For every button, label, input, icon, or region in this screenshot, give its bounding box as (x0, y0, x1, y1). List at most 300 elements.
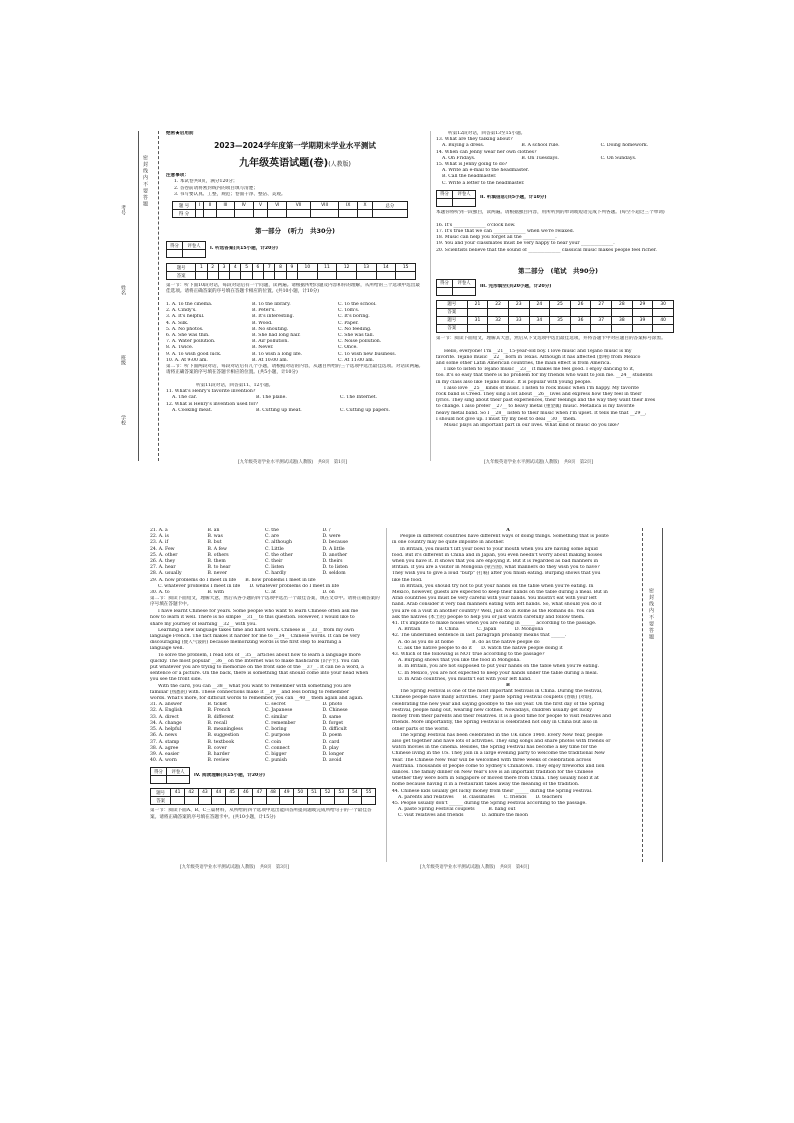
question-line: C. ask the native people to do it D. watch the native people doing it (398, 645, 563, 651)
question-15: 15. What is Jenny going to do? (436, 162, 508, 168)
answer-header-cell: 7 (264, 264, 275, 272)
passage-line: you see the front side. (150, 677, 202, 683)
question-15-option-b: B. Call the headmaster. (442, 174, 497, 180)
cloze-options-21-28 (150, 528, 380, 578)
answer-header-cell: 9 (286, 264, 297, 272)
question-15-option-a: A. Write an e-mail to the headmaster. (442, 168, 529, 174)
question-13: 13. What are they talking about? (436, 137, 513, 143)
option: D. poem (322, 733, 342, 739)
option: D. same (322, 714, 342, 720)
section-3-header (436, 279, 680, 296)
section-4-header (150, 767, 380, 784)
option: 31. A. answer (150, 702, 182, 708)
option: D. forget (322, 720, 344, 726)
scorer-cell[interactable] (437, 287, 453, 295)
answer-header-cell: 24 (529, 300, 550, 308)
answer-header-cell: 4 (230, 264, 241, 272)
answer-cell[interactable] (207, 272, 218, 280)
option: C. listen (265, 565, 285, 571)
option: A. On Fridays. (442, 155, 476, 161)
option: B. No shouting. (252, 326, 289, 332)
answer-cell[interactable] (196, 272, 207, 280)
column-divider (430, 131, 431, 461)
answer-cell[interactable] (356, 272, 376, 280)
question-line: 42. The underlined sentence in last paragraph probably means that ______. (392, 633, 567, 639)
answer-header-cell: 13 (356, 264, 376, 272)
option: D. difficult (322, 727, 347, 733)
answer-header-cell: 5 (241, 264, 252, 272)
answer-label: 答案 (437, 308, 468, 316)
answer-header-cell: 48 (266, 789, 280, 797)
answer-grid-41-55 (150, 788, 376, 805)
passage-line: you are on a visit in another country? Well, Just do in Rome as the Romans do. You can (392, 608, 595, 614)
answer-header-cell: 55 (362, 789, 376, 797)
section-2-fill-directions: 本题你将听到一段独白，读两遍。请根据独白内容，用所听到的单词或短语完成下列各题。(每空不超过三个单词) (436, 209, 665, 215)
cloze-2-directions: 第二节：阅读下面短文，理解大意，然后从各小题的四个选项中选出一个最佳答案，填在文章中。请将正确答案的序号填在答题卡中。 (150, 596, 380, 608)
answer-cell[interactable] (212, 797, 226, 805)
scorer-label: 得分 (437, 279, 453, 287)
question-line: D. In Arab countries, you mustn't eat with your left hand. (398, 676, 532, 682)
passage-line: to change. I also prefer __27__ to heavy metal (重金属) music. Metallica is my favorite (436, 404, 635, 410)
scorer-cell[interactable] (151, 776, 167, 784)
passage-line: money from their parents and their relatives. It is a good time for people to visit relatives and (392, 714, 611, 720)
answer-cell[interactable] (218, 272, 229, 280)
option: 21. A. a (150, 528, 168, 533)
option: 27. A. hear (150, 565, 176, 571)
score-cell[interactable] (253, 210, 267, 218)
option: 39. A. easier (150, 751, 180, 757)
answer-header-cell: 52 (321, 789, 335, 797)
scorer-cell[interactable] (437, 198, 453, 206)
part-2-heading: 第二部分 (笔试 共90分) (518, 266, 598, 275)
score-cell[interactable] (204, 210, 217, 218)
right-binding-line (642, 528, 643, 862)
score-header-cell: I (196, 202, 204, 210)
option: B. with (207, 590, 225, 596)
answer-cell[interactable] (612, 308, 633, 316)
answer-cell[interactable] (317, 272, 337, 280)
score-cell[interactable] (372, 210, 407, 218)
option: B. textbook (207, 739, 235, 745)
answer-cell[interactable] (550, 324, 571, 332)
passage-line: in one country may be quite impolite in another. (392, 540, 505, 546)
option: C. secret (265, 702, 286, 708)
passage-line: rock band is Creed. They sing a lot about __26__ lives and express how they feel in their (436, 392, 642, 398)
passage-line: I have learnt Chinese for years. Some people who want to learn Chinese often ask me (158, 609, 359, 615)
answer-header-row (437, 300, 674, 308)
questions-41-43 (392, 621, 624, 683)
score-cell[interactable] (234, 210, 253, 218)
score-cell[interactable] (268, 210, 287, 218)
top-sheet (108, 125, 686, 470)
passage-line: favorite. Tejano music __22__ born in Texas. Although it has affected (影响) from Mexico (436, 354, 641, 360)
option: C. hardly (265, 571, 287, 577)
cloze-2-passage (150, 609, 380, 702)
option: C. punish (265, 758, 287, 764)
answer-header-cell: 45 (225, 789, 239, 797)
answer-cell[interactable] (550, 308, 571, 316)
answer-header-row (437, 316, 674, 324)
option: B. To wish a long life. (252, 351, 303, 357)
passage-line: watch movies in the cinema. Besides, the Spring Festival has become a key time for the (392, 745, 597, 751)
score-header-cell: II (204, 202, 217, 210)
cloze-passage (436, 349, 680, 430)
passage-line: With the card, you can __38__ what you want to remember with something you are (158, 683, 352, 689)
passage-line: heavy metal band. So I __28__ listen to their music when I'm upset. It tells me that __29__, (436, 410, 647, 416)
marker-label: 评卷人 (166, 768, 189, 776)
answer-row (167, 272, 416, 280)
option: 22. A. is (150, 534, 169, 540)
fill-item-16: 16. It's ______________ o'clock now. (436, 222, 516, 228)
option: A. Cooking meat. (172, 407, 213, 413)
score-header-cell: 总分 (372, 202, 407, 210)
question-14: 14. When can Jenny wear her own clothes? (436, 149, 537, 155)
answer-header-cell: 33 (508, 316, 529, 324)
option: B. never (207, 571, 227, 577)
notice-3: 3. 书写要认真、工整，规范；卷面干净、整洁、美观。 (174, 191, 286, 197)
answer-header-cell: 26 (570, 300, 591, 308)
answer-row (151, 797, 376, 805)
passage-line: quickly. The most popular __36__ on the Internet was to make flashcards (识字卡). You can (150, 658, 360, 664)
scorer-label: 得分 (437, 190, 453, 198)
answer-label: 答案 (437, 324, 468, 332)
passage-line: discouraging (使人气馁的) because memorizing words is the first step to learning a (150, 640, 342, 646)
passage-line: Mexico, however, guests are expected to keep their hands on the table during a meal. But in (392, 590, 608, 596)
option: 3. A. It's helpful. (166, 314, 205, 320)
section-4-title: IV. 阅读理解(共15小题，计20分) (194, 772, 265, 778)
question-line: 45. People usually don't ______ during the Spring Festival according to the passage. (392, 800, 587, 806)
option: C. Noise pollution. (338, 339, 382, 345)
passage-line: friends. More importantly, the Spring Festival is celebrated not only in China but also in (392, 720, 598, 726)
option: B. On Tuesdays. (521, 155, 560, 161)
answer-cell[interactable] (184, 797, 198, 805)
answer-cell[interactable] (280, 797, 294, 805)
marker-cell[interactable] (452, 198, 475, 206)
section-3-title: III. 完形填空(共20小题，计20分) (480, 284, 552, 290)
option: C. remember (265, 720, 296, 726)
passage-line: Chinese people have many activities. They paste Spring Festival couplets (春联) (对联), (392, 695, 593, 701)
answer-header-cell: 35 (550, 316, 571, 324)
answer-cell[interactable] (337, 272, 357, 280)
passage-line: how to learn it well. There is no simple __31__ to this question. However, I would like to (150, 615, 355, 621)
option: B. meaningless (207, 727, 243, 733)
answer-cell[interactable] (348, 797, 362, 805)
answer-header-cell: 27 (591, 300, 612, 308)
option: 30. A. to (150, 590, 170, 596)
section-1-header (166, 241, 424, 258)
answer-header-cell: 30 (653, 300, 674, 308)
answer-cell[interactable] (653, 308, 674, 316)
answer-grid-1-15 (166, 263, 416, 280)
answer-header-cell: 8 (275, 264, 286, 272)
passage-line: whether they were born in Singapore or moved there from China. They usually hold it at (392, 776, 599, 782)
option: B. It's interesting. (252, 314, 294, 320)
answer-cell[interactable] (570, 308, 591, 316)
answer-cell[interactable] (508, 324, 529, 332)
option: D. card (322, 739, 340, 745)
answer-grid-21-40 (436, 300, 674, 333)
option: D. longer (322, 751, 344, 757)
score-header-cell: IX (339, 202, 358, 210)
answer-cell[interactable] (264, 272, 275, 280)
option: B. different (207, 714, 234, 720)
answer-cell[interactable] (334, 797, 348, 805)
answer-cell[interactable] (396, 272, 416, 280)
question-12: 12. What is Henry's invention used for? (166, 401, 259, 407)
answer-label: 答案 (167, 272, 196, 280)
answer-cell[interactable] (467, 308, 488, 316)
option: D. because (322, 540, 348, 546)
option: D. / (322, 528, 331, 533)
answer-cell[interactable] (488, 308, 509, 316)
question-29-cd: C. whatever problems I meet in life D. whatever problems do I meet in life (158, 583, 340, 589)
option: C. It's boring. (338, 314, 370, 320)
question-line: A. paste Spring Festival couplets B. hang out (398, 807, 516, 813)
answer-cell[interactable] (198, 797, 212, 805)
option: C. Paper. (338, 320, 359, 326)
passage-line: like the food. (392, 577, 423, 583)
answer-cell[interactable] (632, 324, 653, 332)
edition-text: (人教版) (328, 161, 351, 169)
marker-label: 评卷人 (452, 190, 475, 198)
question-line: C. visit relatives and friends D. admire the moon (398, 813, 528, 819)
option: 40. A. worn (150, 758, 177, 764)
answer-header-cell: 3 (218, 264, 229, 272)
answer-cell[interactable] (376, 272, 396, 280)
option: B. Air pollution. (252, 339, 289, 345)
section-2-title: II. 听填信息(共5小题，计10分) (480, 195, 547, 201)
question-line: B. In Britain, you are not supposed to put your hands on the table when you're eating. (398, 664, 599, 670)
answer-cell[interactable] (591, 308, 612, 316)
score-cell[interactable] (358, 210, 372, 218)
dialog-2-note: 听第12段对话，回答第13至15小题。 (448, 131, 526, 136)
answer-row (437, 308, 674, 316)
scorer-label: 得分 (167, 242, 183, 250)
option: D. theirs (322, 559, 343, 565)
answer-header-cell: 37 (591, 316, 612, 324)
answer-cell[interactable] (275, 272, 286, 280)
answer-header-cell: 10 (298, 264, 318, 272)
option: 37. A. stamp (150, 739, 180, 745)
option: B. Peter's. (252, 308, 276, 314)
notice-title: 注意事项： (166, 173, 189, 179)
answer-cell[interactable] (252, 272, 263, 280)
option: D. on (322, 590, 335, 596)
answer-cell[interactable] (321, 797, 335, 805)
answer-cell[interactable] (488, 324, 509, 332)
question-line: 44. Chinese kids usually get lucky money from their ______ during the Spring Festival. (392, 788, 593, 794)
answer-cell[interactable] (253, 797, 267, 805)
option: 38. A. agree (150, 745, 179, 751)
scorer-box (436, 190, 476, 207)
passage-line: in my class also like Tejano music. It is popular with young people. (436, 379, 592, 385)
answer-cell[interactable] (266, 797, 280, 805)
answer-cell[interactable] (171, 797, 185, 805)
answer-cell[interactable] (298, 272, 318, 280)
question-11: 11. What's Henry's favorite invention? (166, 389, 256, 395)
option: C. Tom's. (338, 308, 360, 314)
margin-field-school: 学校 (120, 415, 126, 425)
option: B. A few (207, 546, 227, 552)
fill-item-17: 17. It's true that we can ______________ when we're relaxed. (436, 229, 575, 235)
answer-cell[interactable] (230, 272, 241, 280)
option: B. Never. (252, 345, 274, 351)
option: B. Wood. (252, 320, 273, 326)
questions-44-45 (392, 789, 624, 820)
option: 6. A. She was thin. (166, 333, 210, 339)
answer-header-cell: 39 (632, 316, 653, 324)
option: C. The Internet. (340, 395, 377, 401)
passage-line: too. It's so easy that there is no problem for my friends who want to join me. __24__ students (436, 373, 653, 379)
answer-cell[interactable] (529, 308, 550, 316)
option: 35. A. helpful (150, 727, 182, 733)
scorer-box (436, 279, 476, 296)
answer-cell[interactable] (294, 797, 308, 805)
notice-2: 2. 答卷前请将密封线内的项目填写清楚； (174, 185, 258, 191)
notice-1: 1. 本试卷共8页，满分120分； (174, 179, 238, 185)
option: 1. A. To the cinema. (166, 302, 213, 308)
answer-cell[interactable] (241, 272, 252, 280)
margin-field-class: 班级 (120, 355, 126, 365)
option: C. although (265, 540, 292, 546)
option: 25. A. other (150, 552, 178, 558)
exam-subtitle (166, 154, 424, 169)
score-cell[interactable] (217, 210, 235, 218)
marker-label: 评卷人 (452, 279, 475, 287)
passage-line: To solve the problem, I read lots of __35__ articles about how to learn a language more (158, 652, 361, 658)
answer-cell[interactable] (307, 797, 321, 805)
option: B. an (207, 528, 220, 533)
question-line: A. parents and relatives B. classmates C. friends D. teachers (398, 794, 563, 800)
fill-item-18: 18. Music can help you forget all the ______________. (436, 235, 557, 241)
answer-cell[interactable] (612, 324, 633, 332)
score-cell[interactable] (310, 210, 338, 218)
marker-cell[interactable] (182, 250, 205, 258)
passage-line: Britain. If you are a visitor in Mongolia (蒙古国), what manners do they wish you to have? (392, 565, 600, 571)
option: 36. A. news (150, 733, 177, 739)
score-value-row (173, 210, 408, 218)
option: C. are (265, 534, 279, 540)
marker-cell[interactable] (166, 776, 189, 784)
passage-line: Music plays an important part in our lives. What kind of music do you like? (444, 423, 620, 429)
score-header-cell: 题 号 (173, 202, 196, 210)
option: B. but (207, 540, 222, 546)
option: C. purpose (265, 733, 291, 739)
answer-header-cell: 41 (171, 789, 185, 797)
answer-header-cell: 44 (212, 789, 226, 797)
scorer-cell[interactable] (167, 250, 183, 258)
option: C. Japanese (265, 708, 293, 714)
passage-b (392, 689, 624, 788)
option: 24. A. Few (150, 546, 175, 552)
option: B. She had long hair. (252, 333, 301, 339)
question-15-option-c: C. Write a letter to the headmaster. (442, 180, 525, 186)
cloze-options-31-40 (150, 702, 380, 764)
passage-line: put whatever you are trying to memorize on the front side of the __37__. It can be a word, a (150, 665, 364, 671)
score-cell[interactable] (339, 210, 358, 218)
answer-cell[interactable] (653, 324, 674, 332)
option: D. were (322, 534, 341, 540)
option: B. At 10:00 am. (252, 357, 289, 363)
fill-item-20: 20. Scientists believe that the sound of ______________ classical music makes people feel richer. (436, 247, 657, 253)
marker-cell[interactable] (452, 287, 475, 295)
option: D. avoid (322, 758, 342, 764)
option: D. play (322, 745, 339, 751)
answer-header-cell: 题号 (437, 300, 468, 308)
marker-label: 评卷人 (182, 242, 205, 250)
answer-header-cell: 6 (252, 264, 263, 272)
option: 34. A. change (150, 720, 182, 726)
answer-header-cell: 49 (280, 789, 294, 797)
passage-line: words. What's more, for difficult words to remember, you can __40__ them again and again. (150, 696, 364, 702)
score-cell[interactable] (287, 210, 311, 218)
answer-cell[interactable] (286, 272, 297, 280)
option: B. To the library. (252, 302, 291, 308)
option: 5. A. No photos. (166, 326, 204, 332)
option: 2. A. Cindy's. (166, 308, 197, 314)
answer-header-cell: 题号 (167, 264, 196, 272)
option: 26. A. they (150, 559, 176, 565)
answer-cell[interactable] (508, 308, 529, 316)
answer-cell[interactable] (225, 797, 239, 805)
option: C. She was tall. (338, 333, 375, 339)
page-2-footer: [九年级英语学业水平测试试题(人教版) 共8页 第2页] (484, 460, 594, 465)
passage-b-label: B (506, 683, 510, 689)
question-13-options (436, 143, 680, 149)
margin-field-name: 姓名 (120, 285, 126, 295)
score-cell[interactable] (196, 210, 204, 218)
answer-header-cell: 31 (467, 316, 488, 324)
passage-line: language French. The fact makes it harder for me to __34__ Chinese words. It can be very (150, 634, 360, 640)
passage-line: sentence or a picture. On the back, there is something that should come into your head when (150, 671, 369, 677)
binding-notice: 密 封 线 内 不 要 答 题 (142, 155, 148, 207)
page-3-footer: [九年级英语学业水平测试试题(人教版) 共8页 第3页] (180, 865, 290, 870)
scorer-box (166, 241, 206, 258)
page-4-footer: [九年级英语学业水平测试试题(人教版) 共8页 第4页] (420, 865, 530, 870)
question-line: A. Burping shows that you like the food in Mongolia. (398, 658, 521, 664)
exam-title: 2023—2024学年度第一学期期末学业水平测试 (214, 141, 376, 151)
option: A. Buying a dress. (442, 143, 485, 149)
option: 32. A. English (150, 708, 183, 714)
option: A. The car. (172, 395, 197, 401)
passage-line: The Spring Festival is one of the most important festivals in China. During the festival, (400, 689, 603, 695)
passage-line: when you have it. It shows that you are enjoying it. But it is regarded as bad manners in (392, 559, 599, 565)
option: B. A school rule. (521, 143, 560, 149)
answer-cell[interactable] (529, 324, 550, 332)
score-header-row (173, 202, 408, 210)
answer-cell[interactable] (632, 308, 653, 316)
question-line: 41. It's impolite to make noises when you are eating in ______ according to the passage. (392, 621, 597, 627)
question-line: 43. Which of the following is NOT true according to the passage? (392, 652, 545, 658)
page-4 (392, 528, 624, 820)
answer-cell[interactable] (570, 324, 591, 332)
answer-cell[interactable] (239, 797, 253, 805)
answer-header-cell: 题号 (437, 316, 468, 324)
passage-line: and some other Latin American countries, the main effect is from America. (436, 361, 611, 367)
passage-a-label: A (506, 528, 510, 533)
option: C. similar (265, 714, 288, 720)
answer-cell[interactable] (362, 797, 376, 805)
option: C. coin (265, 739, 282, 745)
margin-field-id: 考号 (120, 205, 126, 215)
answer-header-cell: 2 (207, 264, 218, 272)
q1-10-options (166, 302, 424, 364)
passage-line: hand. Arab consider it very bad manners eating with left hands. So, what should you do if (392, 602, 602, 608)
option: D. seldom (322, 571, 346, 577)
answer-cell[interactable] (467, 324, 488, 332)
answer-header-cell: 51 (307, 789, 321, 797)
answer-cell[interactable] (591, 324, 612, 332)
